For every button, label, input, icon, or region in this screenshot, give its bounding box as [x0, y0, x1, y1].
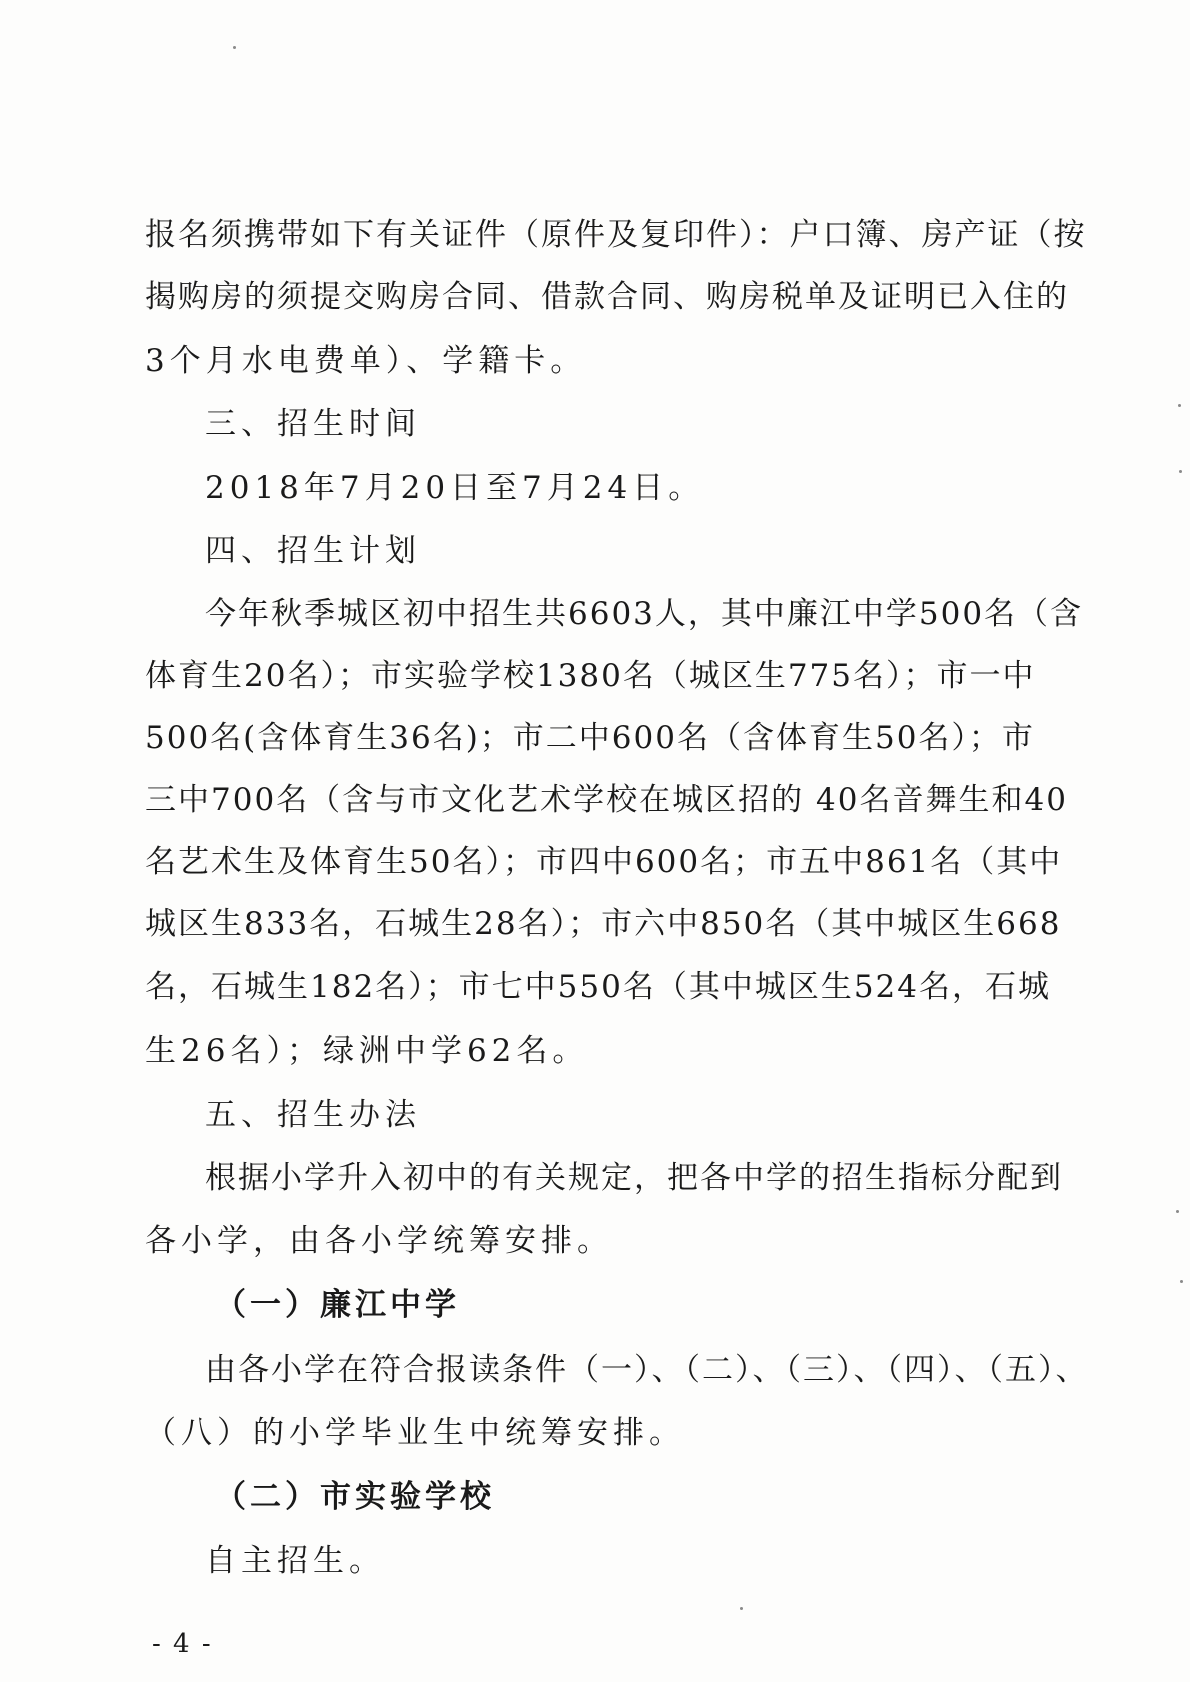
scan-speck: [1180, 1280, 1183, 1283]
section-heading: 五、招生办法: [205, 1097, 421, 1133]
scan-speck: [233, 46, 236, 49]
body-line: 生26名）；绿洲中学62名。: [145, 1033, 589, 1069]
scan-speck: [1176, 1210, 1179, 1213]
section-heading: 三、招生时间: [205, 406, 421, 442]
section-heading: 四、招生计划: [205, 533, 421, 569]
scan-speck: [1178, 404, 1181, 407]
body-line: 根据小学升入初中的有关规定，把各中学的招生指标分配到: [205, 1160, 1063, 1196]
body-line: 名，石城生182名）；市七中550名（其中城区生524名，石城: [145, 969, 1052, 1005]
body-line: 2018年7月20日至7月24日。: [205, 470, 705, 506]
body-line: 3个月水电费单）、学籍卡。: [145, 343, 587, 379]
body-line: 自主招生。: [205, 1543, 385, 1579]
body-line: （八）的小学毕业生中统筹安排。: [145, 1415, 685, 1451]
body-line: 由各小学在符合报读条件（一）、（二）、（三）、（四）、（五）、: [205, 1352, 1089, 1388]
body-line: 500名(含体育生36名)；市二中600名（含体育生50名）；市: [145, 720, 1035, 756]
body-line: 各小学，由各小学统筹安排。: [145, 1223, 613, 1259]
scan-speck: [740, 1607, 743, 1610]
body-line: 名艺术生及体育生50名）；市四中600名；市五中861名（其中: [145, 844, 1063, 880]
body-line: 报名须携带如下有关证件（原件及复印件）：户口簿、房产证（按: [145, 217, 1087, 253]
body-line: 城区生833名，石城生28名）；市六中850名（其中城区生668: [145, 906, 1062, 942]
body-line: 体育生20名）；市实验学校1380名（城区生775名）；市一中: [145, 658, 1036, 694]
subsection-heading: （一）廉江中学: [215, 1287, 460, 1323]
body-line: 今年秋季城区初中招生共6603人，其中廉江中学500名（含: [205, 596, 1084, 632]
body-line: 三中700名（含与市文化艺术学校在城区招的 40名音舞生和40: [145, 782, 1068, 818]
subsection-heading: （二）市实验学校: [215, 1479, 495, 1515]
scan-speck: [1179, 470, 1182, 473]
body-line: 揭购房的须提交购房合同、借款合同、购房税单及证明已入住的: [145, 279, 1069, 315]
page-number: - 4 -: [152, 1629, 213, 1659]
